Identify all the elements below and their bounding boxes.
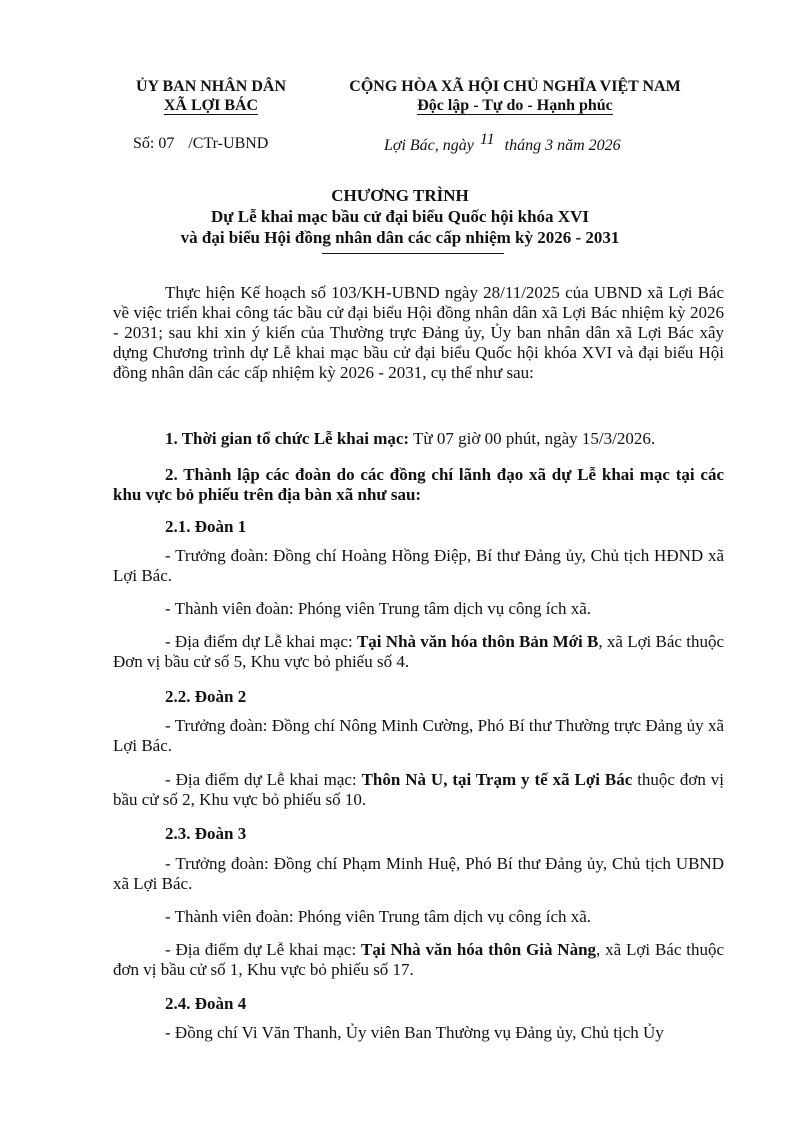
title-underline <box>322 253 504 254</box>
document-title-line-2: và đại biểu Hội đồng nhân dân các cấp nhiệm kỳ 2026 - 2031 <box>180 228 620 247</box>
document-number <box>133 135 268 153</box>
group-1-heading: 2.1. Đoàn 1 <box>165 517 247 536</box>
group-2-location-suffix: thuộc đơn vị bầu cử số 2, Khu vực bỏ phiếu số 10. <box>113 770 725 809</box>
intro-paragraph: Thực hiện Kế hoạch số 103/KH-UBND ngày 28/11/2025 của UBND xã Lợi Bác về việc triển khai công tác bầu cử đại biểu Hội đồng nhân dân xã Lợi Bác nhiệm kỳ 2026 - 2031; sau khi xin ý kiến của Thường trực Đảng ủy, Ủy ban nhân dân xã Lợi Bác xây dựng Chương trình dự Lễ khai mạc bầu cử đại biểu Quốc hội khóa XVI và đại biểu Hội đồng nhân dân các cấp nhiệm kỳ 2026 - 2031, cụ thể như sau: <box>113 283 724 382</box>
group-2-location-prefix: - Địa điểm dự Lễ khai mạc: <box>165 770 362 789</box>
group-3-member: - Thành viên đoàn: Phóng viên Trung tâm dịch vụ công ích xã. <box>165 907 592 926</box>
group-2-location <box>113 770 724 810</box>
section-2-heading: 2. Thành lập các đoàn do các đồng chí lãnh đạo xã dự Lễ khai mạc tại các khu vực bỏ phiếu trên địa bàn xã như sau: <box>113 465 724 504</box>
document-type: CHƯƠNG TRÌNH <box>331 186 469 205</box>
doc-number-prefix: Số: 07 <box>133 135 175 152</box>
commune-name <box>100 97 322 115</box>
group-3-heading: 2.3. Đoàn 3 <box>165 824 247 843</box>
agency-name: ỦY BAN NHÂN DÂN <box>135 78 287 95</box>
national-motto-text: Độc lập - Tự do - Hạnh phúc <box>417 97 613 114</box>
handwritten-day: 11 <box>479 131 495 148</box>
group-1-leader: - Trưởng đoàn: Đồng chí Hoàng Hồng Điệp, Bí thư Đảng ủy, Chủ tịch HĐND xã Lợi Bác. <box>113 546 724 585</box>
commune-name-text: XÃ LỢI BÁC <box>163 97 259 114</box>
country-name: CỘNG HÒA XÃ HỘI CHỦ NGHĨA VIỆT NAM <box>349 78 681 95</box>
group-1-location-place: Tại Nhà văn hóa thôn Bản Mới B <box>356 632 599 651</box>
group-1-member: - Thành viên đoàn: Phóng viên Trung tâm dịch vụ công ích xã. <box>165 599 592 618</box>
group-2-leader: - Trưởng đoàn: Đồng chí Nông Minh Cường, Phó Bí thư Thường trực Đảng ủy xã Lợi Bác. <box>113 716 724 755</box>
section-1-label: 1. Thời gian tổ chức Lễ khai mạc: <box>165 429 410 448</box>
doc-number-suffix: /CTr-UBND <box>188 135 269 152</box>
group-4-leader: - Đồng chí Vi Văn Thanh, Ủy viên Ban Thường vụ Đảng ủy, Chủ tịch Ủy <box>165 1023 664 1042</box>
group-3-location <box>113 940 724 980</box>
date-suffix: tháng 3 năm 2026 <box>504 137 621 154</box>
section-1 <box>113 429 776 449</box>
group-3-location-suffix: , xã Lợi Bác thuộc đơn vị bầu cử số 1, Khu vực bỏ phiếu số 17. <box>113 940 725 979</box>
group-3-location-prefix: - Địa điểm dự Lễ khai mạc: <box>165 940 362 959</box>
group-3-location-place: Tại Nhà văn hóa thôn Già Nàng <box>361 940 597 959</box>
section-1-text: Từ 07 giờ 00 phút, ngày 15/3/2026. <box>409 429 656 448</box>
group-3-leader: - Trưởng đoàn: Đồng chí Phạm Minh Huệ, Phó Bí thư Đảng ủy, Chủ tịch UBND xã Lợi Bác. <box>113 854 724 893</box>
group-1-location <box>113 632 724 672</box>
group-4-heading: 2.4. Đoàn 4 <box>165 994 247 1013</box>
national-motto <box>320 97 710 115</box>
document-title-line-1: Dự Lễ khai mạc bầu cử đại biểu Quốc hội khóa XVI <box>211 207 589 226</box>
group-2-heading: 2.2. Đoàn 2 <box>165 687 247 706</box>
group-1-location-prefix: - Địa điểm dự Lễ khai mạc: <box>165 632 357 651</box>
group-2-location-place: Thôn Nà U, tại Trạm y tế xã Lợi Bác <box>361 770 633 789</box>
group-1-location-suffix: , xã Lợi Bác thuộc Đơn vị bầu cử số 5, Khu vực bỏ phiếu số 4. <box>113 632 725 671</box>
place-and-date <box>384 131 621 155</box>
date-prefix: Lợi Bác, ngày <box>384 137 474 154</box>
